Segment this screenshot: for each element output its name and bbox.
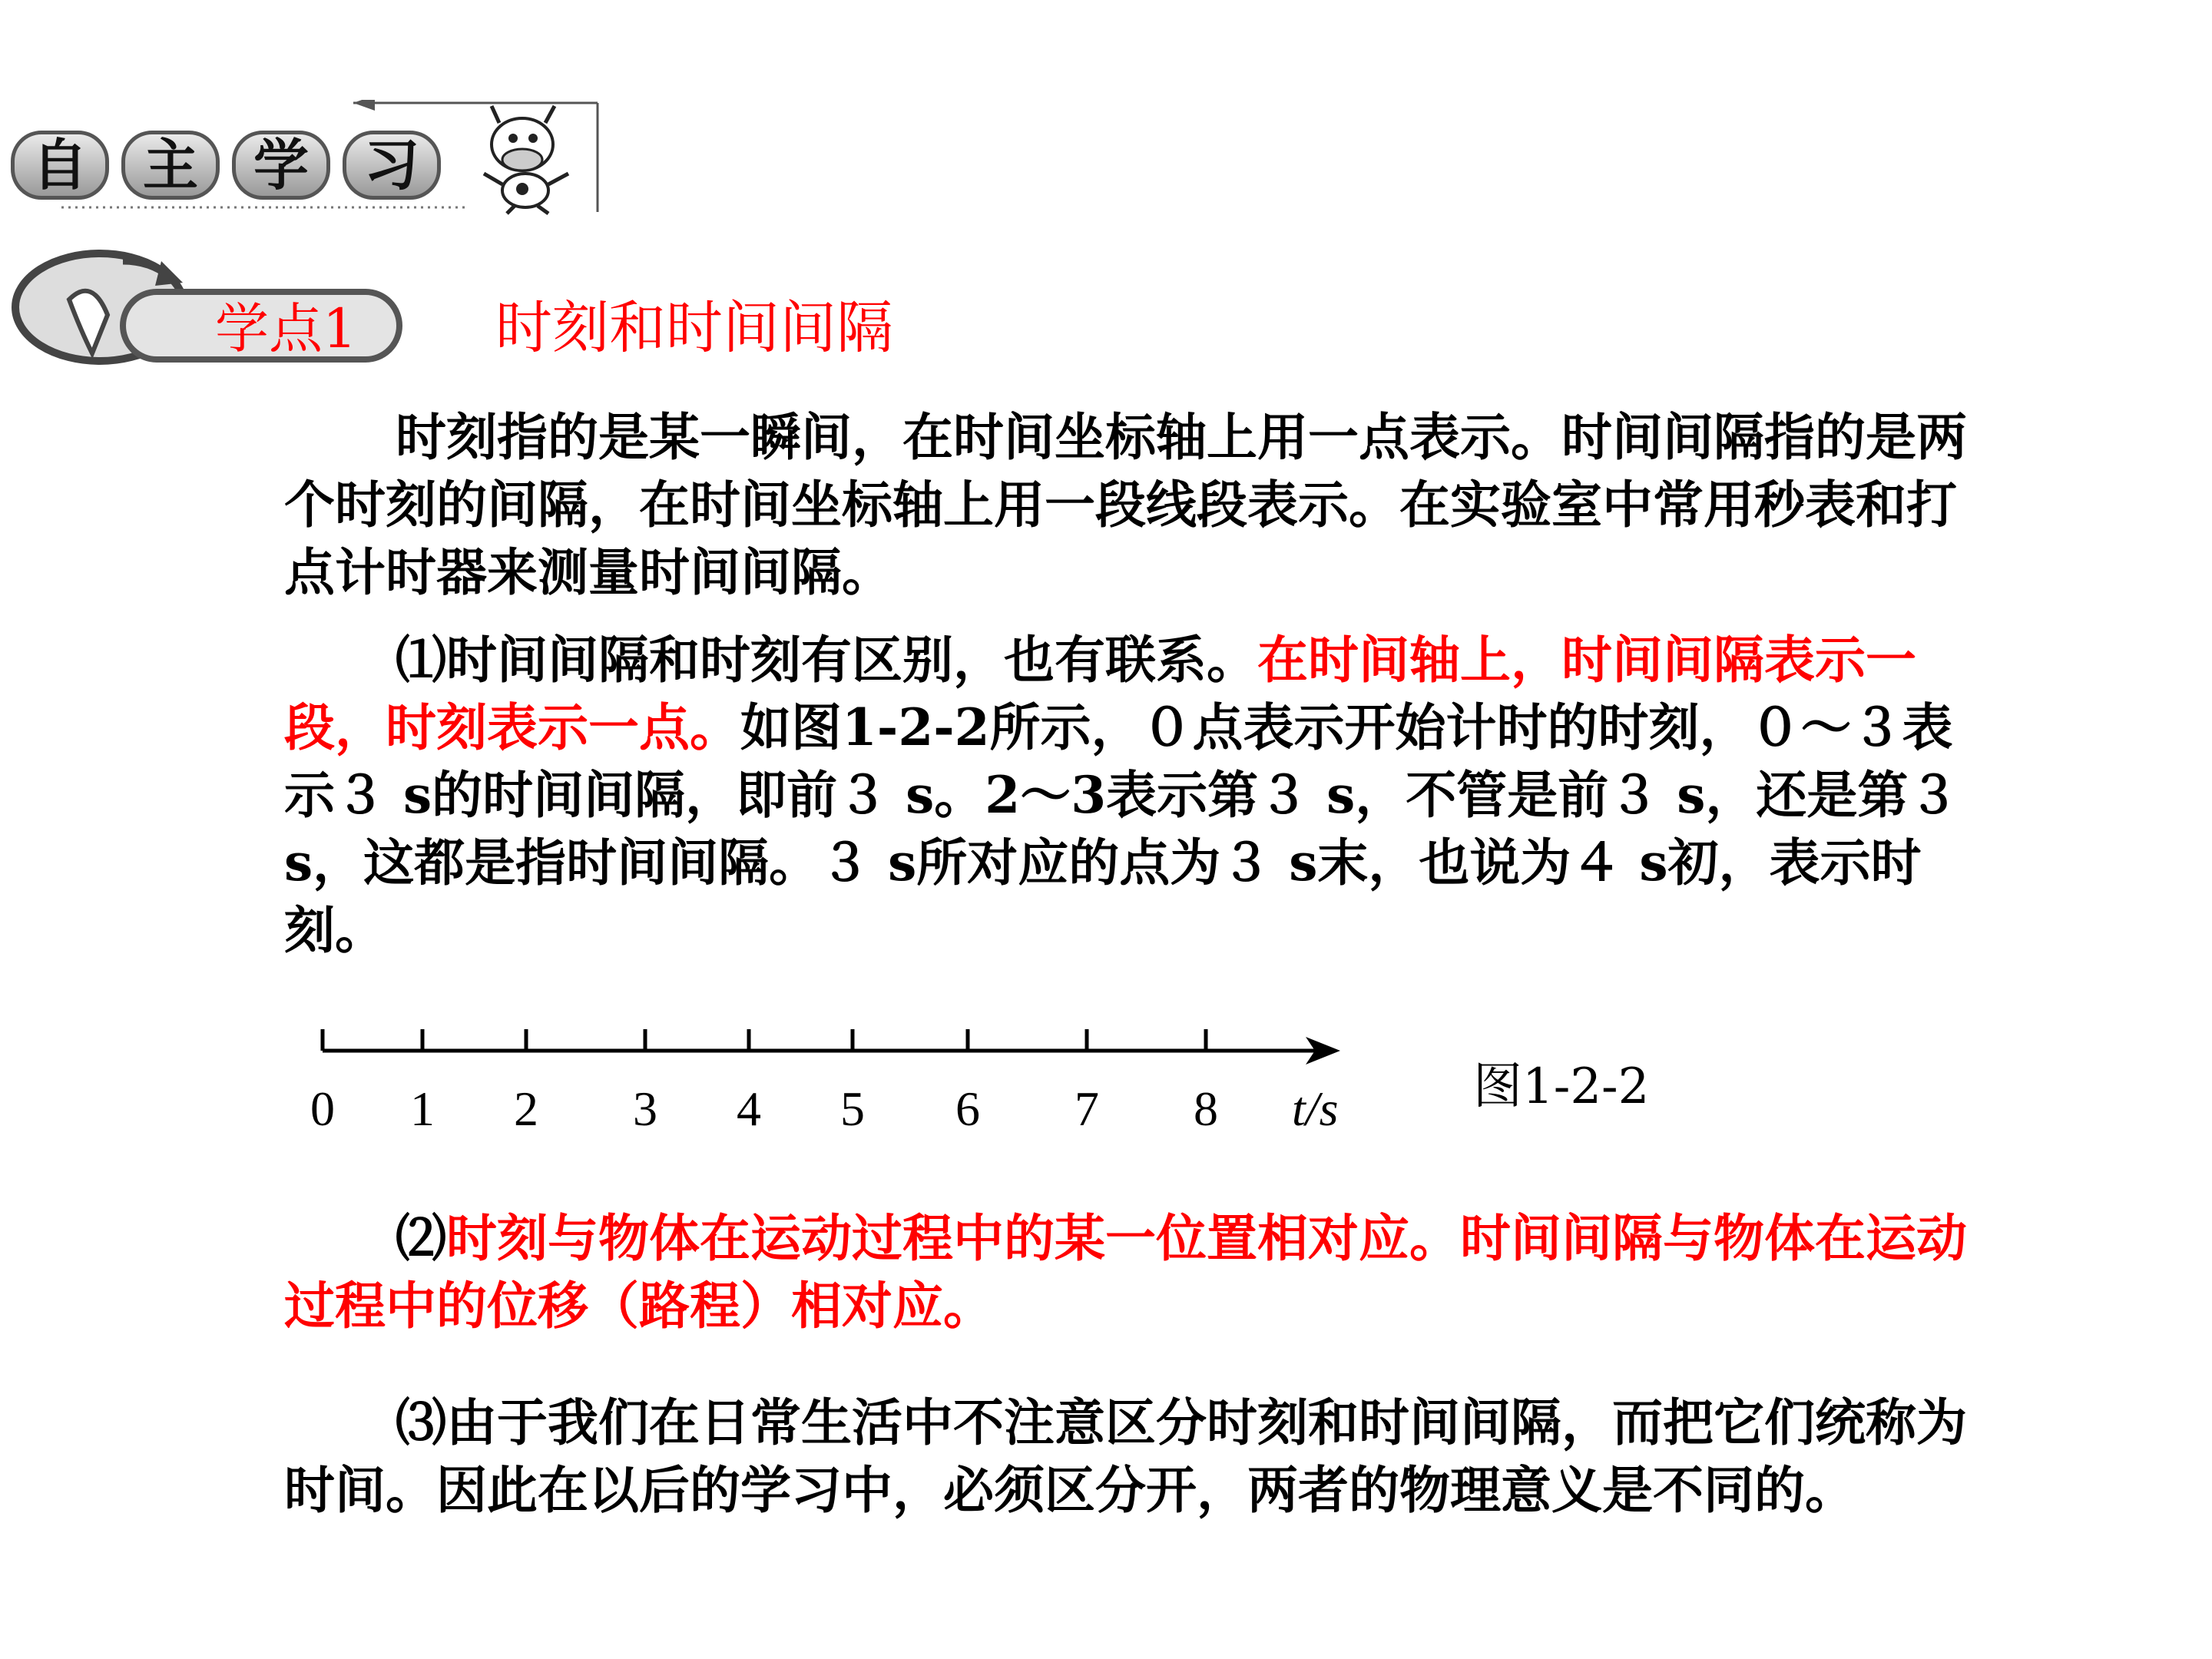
point-1-highlight: 在时间轴上，时间间隔表示一段，时刻表示一点。 [284, 630, 1916, 757]
timeline-tick-label-4: 4 [737, 1081, 761, 1136]
point-2-text-a: ⑵ [396, 1208, 446, 1268]
header-badge [8, 100, 607, 215]
intro-paragraph: 时刻指的是某一瞬间，在时间坐标轴上用一点表示。时间间隔指的是两个时刻的间隔，在时间坐标轴上用一段线段表示。在实验室中常用秒表和打点计时器来测量时间间隔。 [284, 407, 1967, 602]
timeline-tick-label-7: 7 [1075, 1081, 1099, 1136]
badge-char-1: 自 [11, 131, 109, 200]
timeline-tick-label-8: 8 [1194, 1081, 1218, 1136]
cow-mascot-icon [469, 100, 591, 215]
timeline-axis [323, 1037, 1340, 1065]
timeline-tick-label-6: 6 [955, 1081, 980, 1136]
section-label: 学点1 [215, 297, 357, 360]
section-tag [8, 230, 407, 369]
timeline-tick-label-0: 0 [310, 1081, 335, 1136]
point-2-paragraph [284, 1204, 1989, 1339]
point-1-text-b: 如图1-2-2所示，０点表示开始计时的时刻，０～３表示３ s的时间间隔，即前３ s。2～3表示第３ s，不管是前３ s，还是第３ s，这都是指时间间隔。３ s所对应的点为３ s末，也说为４ s初，表示时刻。 [284, 697, 1959, 960]
timeline-tick-label-2: 2 [514, 1081, 538, 1136]
badge-char-3: 学 [232, 131, 330, 200]
timeline-ticks [310, 1029, 1218, 1136]
timeline-tick-label-1: 1 [410, 1081, 435, 1136]
point-1-text-a: ⑴时间间隔和时刻有区别，也有联系。 [396, 630, 1257, 690]
timeline-tick-label-3: 3 [633, 1081, 657, 1136]
badge-char-2: 主 [121, 131, 220, 200]
badge-char-4: 习 [343, 131, 441, 200]
figure-caption: 图1-2-2 [1473, 1058, 1650, 1115]
point-2-highlight: 时刻与物体在运动过程中的某一位置相对应。时间间隔与物体在运动过程中的位移（路程）相对应。 [284, 1208, 1967, 1336]
timeline-figure [307, 1006, 1382, 1144]
timeline-tick-label-5: 5 [840, 1081, 865, 1136]
point-1-paragraph [284, 626, 1989, 964]
timeline-axis-label: t/s [1292, 1081, 1339, 1136]
point-3-paragraph: ⑶由于我们在日常生活中不注意区分时刻和时间间隔，而把它们统称为时间。因此在以后的学习中，必须区分开，两者的物理意义是不同的。 [284, 1392, 1967, 1520]
section-title: 时刻和时间间隔 [495, 295, 893, 361]
